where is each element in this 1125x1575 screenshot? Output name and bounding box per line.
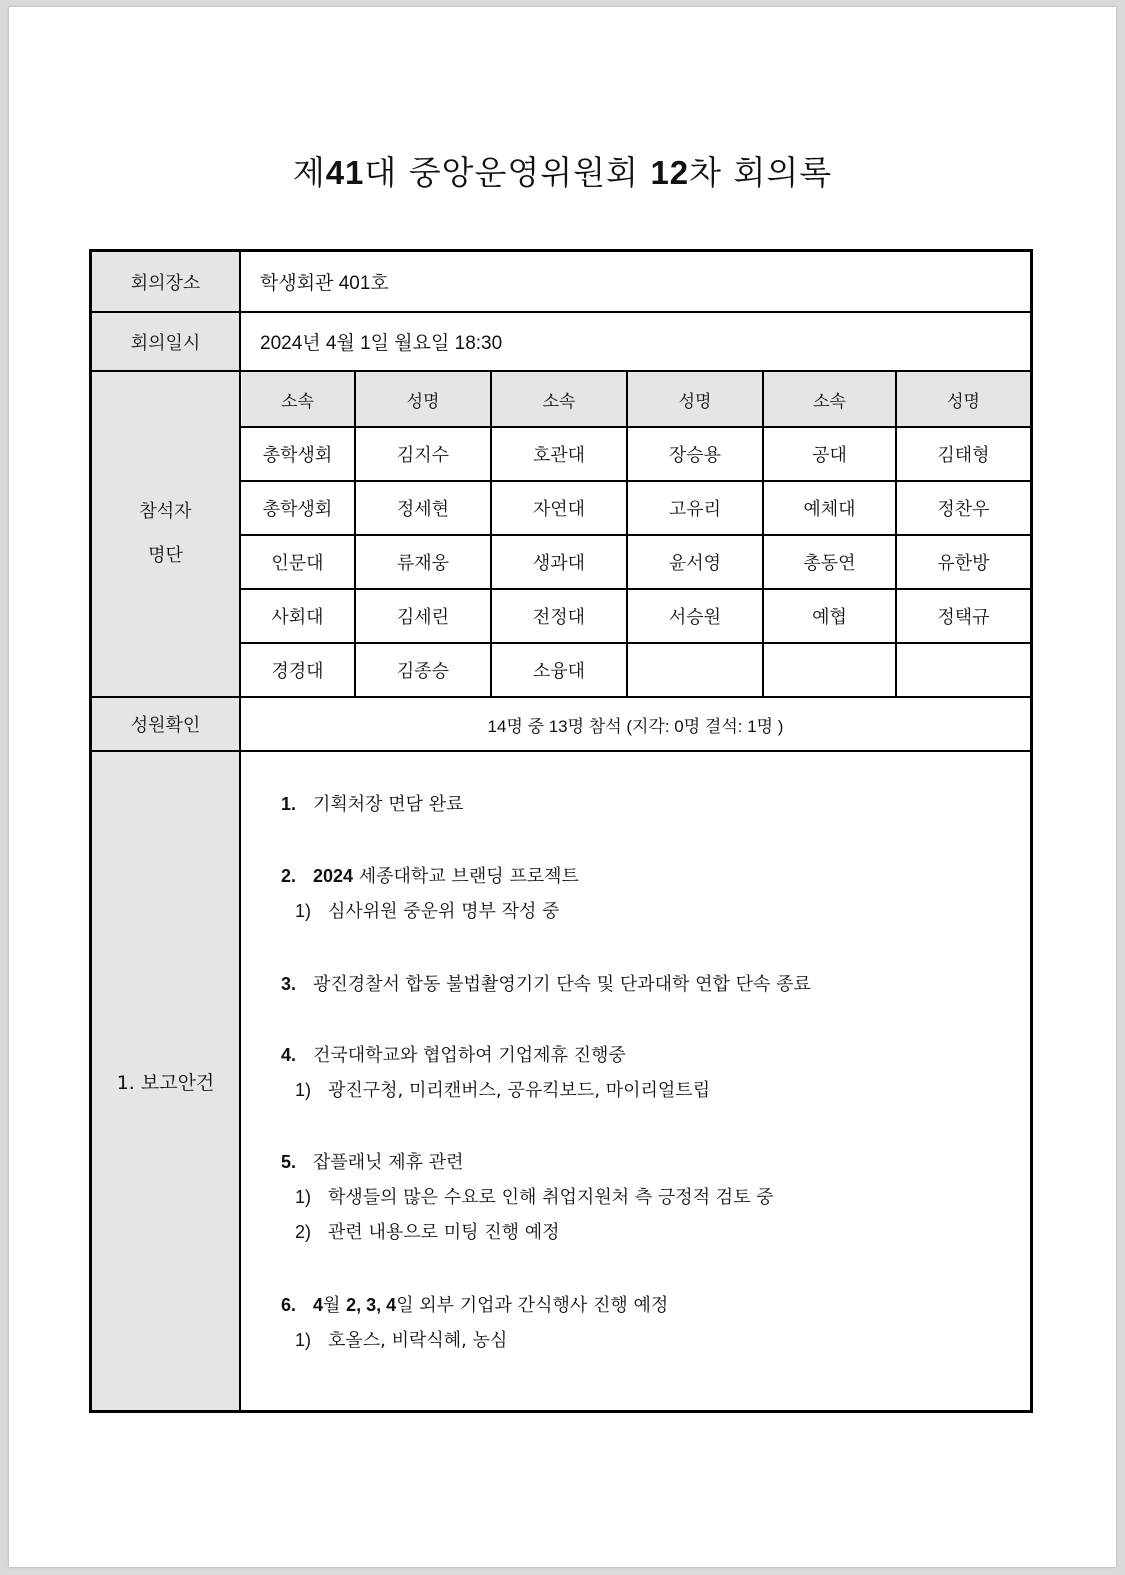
subitem-number: 1)	[295, 1187, 312, 1207]
roster-cell: 예체대	[803, 499, 856, 520]
report-item	[281, 970, 811, 996]
subitem-number: 1)	[295, 1330, 312, 1350]
date-label: 회의일시	[130, 332, 201, 354]
roster-cell: 호관대	[532, 445, 586, 466]
roster-header-affiliation: 소속	[542, 391, 576, 412]
roster-cell: 장승용	[668, 445, 722, 466]
roster-header-name: 성명	[678, 391, 712, 412]
roster-cell: 김세린	[396, 607, 450, 628]
roster-cell: 자연대	[532, 499, 586, 520]
minutes-table	[89, 249, 1033, 1413]
item-text: 잡플래닛 제휴 관련	[313, 1152, 464, 1173]
roster-cell: 전정대	[532, 607, 586, 628]
roster-cell: 서승원	[668, 607, 722, 628]
roster-cell: 고유리	[668, 499, 722, 520]
subitem-number: 1)	[295, 901, 312, 921]
roster-header-affiliation: 소속	[281, 391, 314, 412]
roster-cell: 사회대	[271, 607, 324, 628]
roster-cell: 총동연	[803, 553, 856, 574]
roster-cell: 김태형	[937, 445, 990, 466]
document-page	[9, 7, 1116, 1567]
item-number: 6.	[281, 1295, 297, 1315]
roster-cell: 김종승	[396, 661, 450, 682]
attendee-label	[92, 372, 239, 696]
item-number: 2.	[281, 866, 297, 886]
item-number: 4.	[281, 1045, 297, 1065]
report-subitem	[281, 1076, 710, 1102]
roster-cell	[628, 644, 762, 696]
quorum-value: 14명 중 13명 참석 (지각: 0명 결석: 1명 )	[487, 716, 784, 736]
report-item	[281, 862, 579, 888]
subitem-text: 학생들의 많은 수요로 인해 취업지원처 측 긍정적 검토 중	[328, 1187, 774, 1208]
roster-cell: 정세현	[396, 499, 450, 520]
quorum-label: 성원확인	[130, 715, 201, 736]
date-value: 2024년 4월 1일 월요일 18:30	[260, 333, 503, 354]
roster-cell: 김지수	[396, 445, 450, 466]
report-item	[281, 1148, 464, 1174]
roster-cell: 인문대	[271, 553, 324, 574]
report-label: 1. 보고안건	[116, 1071, 215, 1094]
report-subitem	[281, 1326, 507, 1352]
report-item	[281, 790, 464, 816]
subitem-number: 2)	[295, 1222, 312, 1242]
roster-cell: 정찬우	[937, 499, 990, 520]
item-text: 광진경찰서 합동 불법촬영기기 단속 및 단과대학 연합 단속 종료	[313, 974, 811, 995]
item-number: 5.	[281, 1152, 297, 1172]
title-prefix: 제	[292, 153, 326, 192]
item-text: 세종대학교 브랜딩 프로젝트	[353, 866, 579, 887]
subitem-number: 1)	[295, 1080, 312, 1100]
item-number: 1.	[281, 794, 297, 814]
roster-cell: 소융대	[532, 661, 586, 682]
roster-cell	[764, 644, 895, 696]
title-suffix: 차 회의록	[689, 153, 833, 192]
attendee-label-line2: 명단	[148, 545, 183, 566]
report-item	[281, 1291, 668, 1317]
roster-header-affiliation: 소속	[813, 391, 846, 412]
title-session-number: 12	[650, 154, 690, 191]
place-label: 회의장소	[130, 272, 201, 294]
roster-header-name: 성명	[947, 391, 980, 412]
report-subitem	[281, 897, 560, 923]
attendee-label-line1: 참석자	[139, 501, 192, 522]
roster-cell: 총학생회	[262, 499, 333, 520]
report-subitem	[281, 1218, 560, 1244]
item-days: 2, 3, 4	[346, 1295, 397, 1315]
roster-cell	[897, 644, 1030, 696]
item-text: 기획처장 면담 완료	[313, 794, 464, 815]
item-text-tail: 일 외부 기업과 간식행사 진행 예정	[396, 1295, 669, 1316]
roster-header-name: 성명	[406, 391, 440, 412]
item-number: 3.	[281, 974, 297, 994]
title-committee: 대 중앙운영위원회	[364, 153, 651, 192]
roster-cell: 총학생회	[262, 445, 333, 466]
subitem-text: 광진구청, 미리캔버스, 공유킥보드, 마이리얼트립	[328, 1080, 711, 1101]
roster-cell: 윤서영	[668, 553, 722, 574]
item-text: 월	[323, 1295, 347, 1316]
place-value: 학생회관 401호	[260, 273, 389, 294]
roster-cell: 유한방	[937, 553, 990, 574]
roster-cell: 류재웅	[396, 553, 450, 574]
report-subitem	[281, 1183, 774, 1209]
item-month: 4	[313, 1295, 324, 1315]
subitem-text: 심사위원 중운위 명부 작성 중	[328, 901, 560, 922]
item-text: 건국대학교와 협업하여 기업제휴 진행중	[313, 1045, 626, 1066]
roster-cell: 예협	[812, 607, 847, 628]
subitem-text: 관련 내용으로 미팅 진행 예정	[328, 1222, 560, 1243]
roster-cell: 경경대	[271, 661, 324, 682]
roster-cell: 생과대	[532, 553, 586, 574]
subitem-text: 호올스, 비락식혜, 농심	[328, 1330, 508, 1351]
roster-cell: 공대	[812, 445, 847, 466]
item-year: 2024	[313, 866, 354, 886]
document-title	[9, 149, 1116, 197]
report-item	[281, 1041, 626, 1067]
roster-cell: 정택규	[937, 607, 990, 628]
title-term-number: 41	[325, 154, 365, 191]
